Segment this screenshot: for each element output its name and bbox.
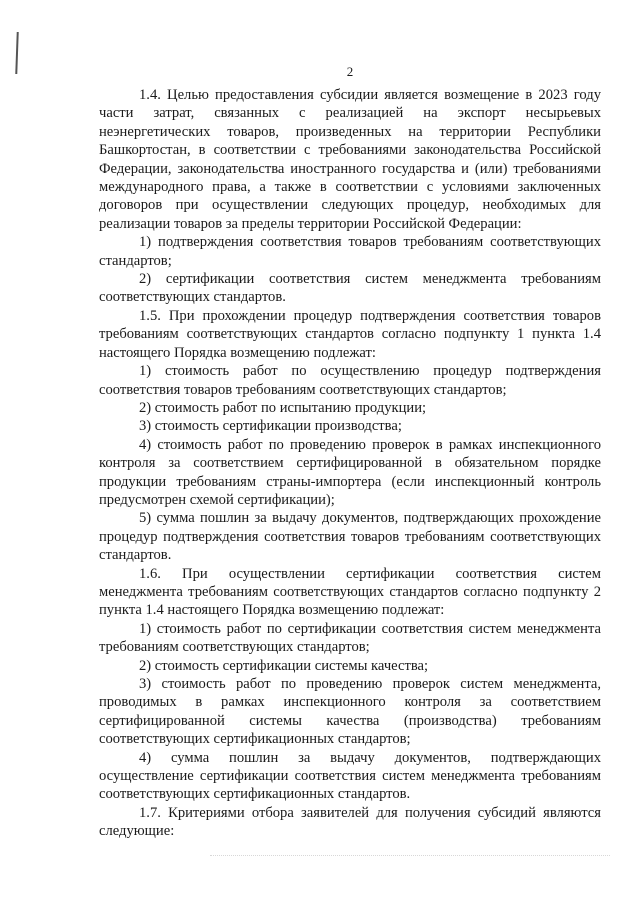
- list-item-1-5-3: 3) стоимость сертификации производства;: [139, 418, 402, 435]
- list-item-1-5-5: 5) сумма пошлин за выдачу документов, подтверждающих прохождение процедур подтверждения соответствия товаров требованиям соответствующих стандартов.: [99, 510, 601, 564]
- list-item-1-6-4: 4) сумма пошлин за выдачу документов, подтверждающих осуществление сертификации соответствия систем менеджмента требованиям соответствующих сертификационных стандартов.: [99, 749, 601, 803]
- paragraph-1-5: 1.5. При прохождении процедур подтверждения соответствия товаров требованиям соответствующих стандартов согласно подпункту 1 пункта 1.4 настоящего Порядка возмещению подлежат:: [99, 307, 601, 361]
- paragraph-1-7: 1.7. Критериями отбора заявителей для получения субсидий являются следующие:: [99, 804, 601, 840]
- list-item-1-6-1: 1) стоимость работ по сертификации соответствия систем менеджмента требованиям соответствующих стандартов;: [99, 620, 601, 656]
- page-number: 2: [346, 64, 354, 79]
- paragraph-1-4: 1.4. Целью предоставления субсидии является возмещение в 2023 году части затрат, связанных с реализацией на экспорт несырьевых неэнергетических товаров, произведенных на территории Республики Башкортостан, в соответствии с требованиями законодательства Российской Федерации, законодательства иностранного государства и (или) требованиями международного права, а также в соответствии с условиями заключенных договоров при осуществлении следующих процедур, необходимых для реализации товаров за пределы территории Российской Федерации:: [99, 87, 601, 232]
- list-item-1-5-4: 4) стоимость работ по проведению проверок в рамках инспекционного контроля за соответствием сертифицированной в обязательном порядке продукции требованиям страны-импортера (если инспекционный контроль предусмотрен схемой сертификации);: [99, 436, 601, 508]
- list-item-1-5-2: 2) стоимость работ по испытанию продукции;: [139, 399, 427, 416]
- list-item-1-6-3: 3) стоимость работ по проведению проверок систем менеджмента, проводимых в рамках инспекционного контроля за соответствием сертифицированной системы качества (производства) требованиям соответствующих сертификационных стандартов;: [99, 676, 601, 748]
- list-item-1-5-1: 1) стоимость работ по осуществлению процедур подтверждения соответствия товаров требованиям соответствующих стандартов;: [99, 363, 601, 398]
- scan-footer-dots: [210, 855, 610, 857]
- document-body: [99, 86, 601, 841]
- list-item-1-6-2: 2) стоимость сертификации системы качества;: [139, 657, 429, 674]
- list-item-1-4-2: 2) сертификации соответствия систем менеджмента требованиям соответствующих стандартов.: [99, 271, 601, 306]
- list-item-1-4-1: 1) подтверждения соответствия товаров требованиям соответствующих стандартов;: [99, 234, 601, 269]
- paragraph-1-6: 1.6. При осуществлении сертификации соответствия систем менеджмента требованиям соответствующих стандартов согласно подпункту 2 пункта 1.4 настоящего Порядка возмещению подлежат:: [99, 565, 601, 619]
